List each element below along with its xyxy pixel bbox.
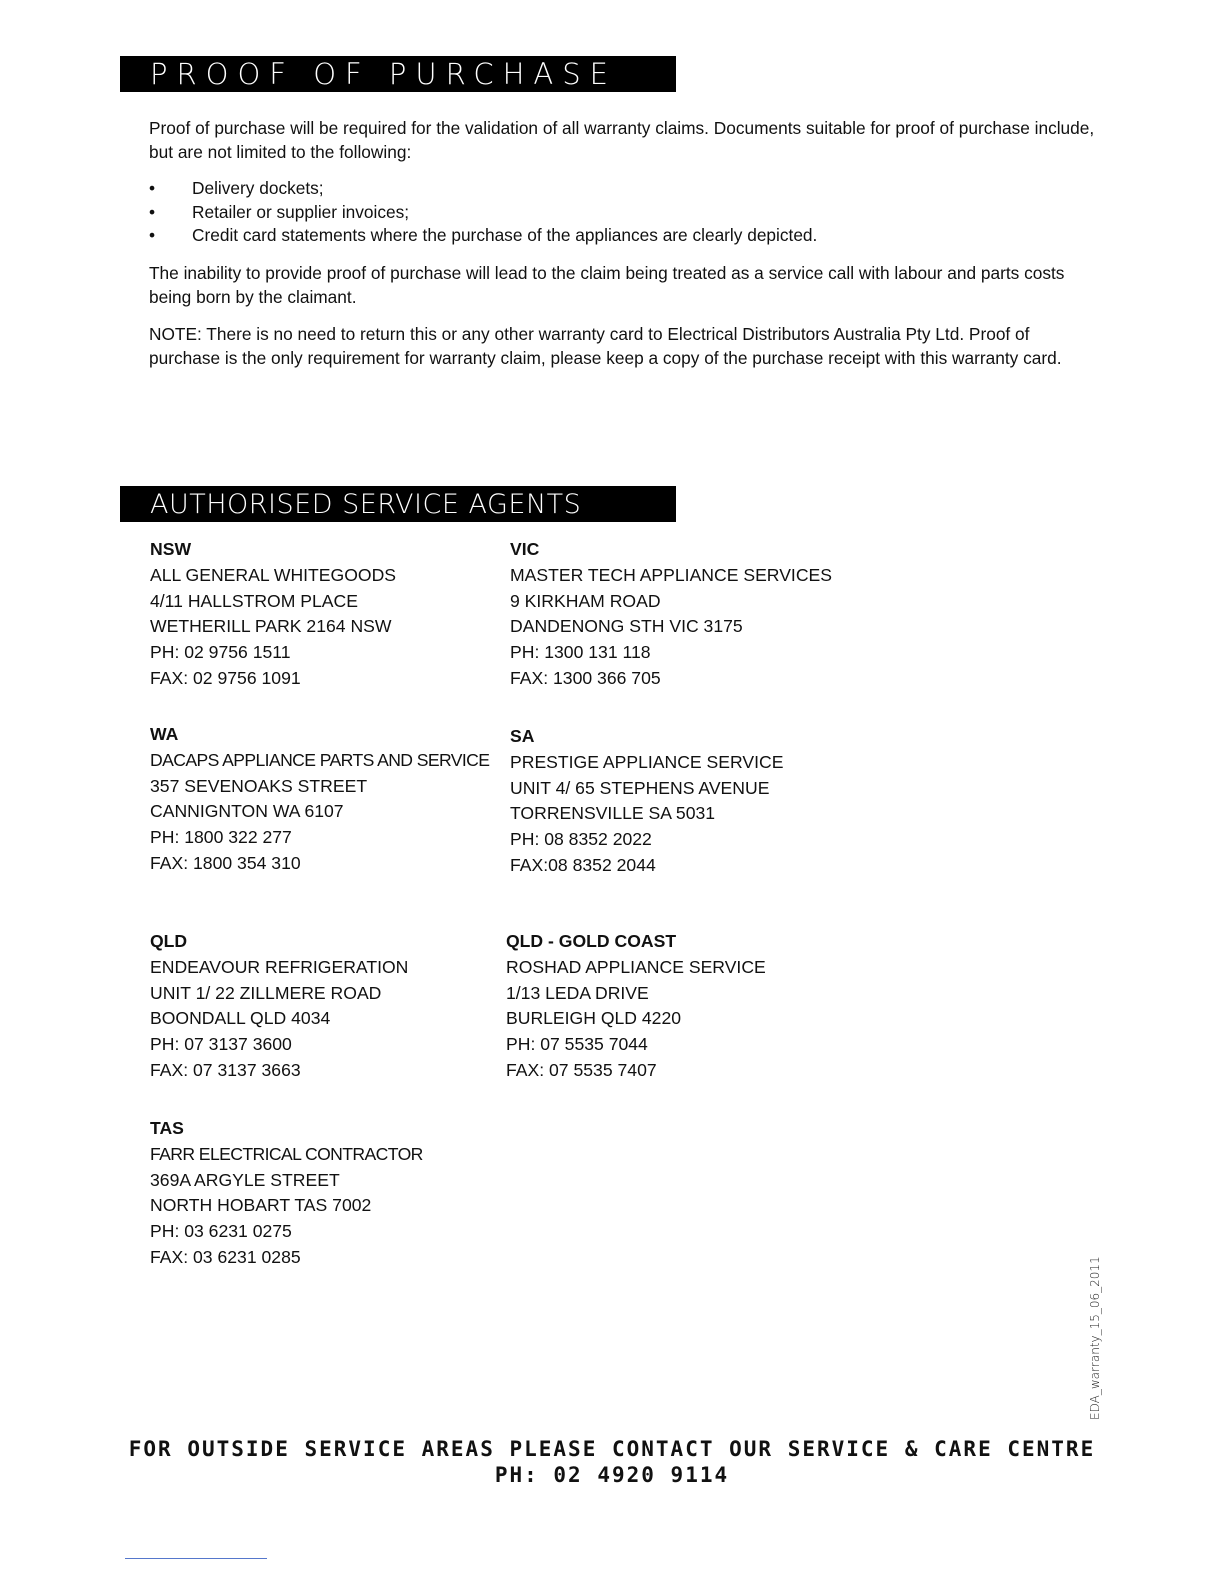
list-item (149, 201, 817, 225)
agent-fax: FAX: 02 9756 1091 (150, 667, 301, 688)
agent-vic (510, 537, 832, 692)
agent-address-line2: WETHERILL PARK 2164 NSW (150, 616, 392, 637)
agent-address-line2: DANDENONG STH VIC 3175 (510, 616, 743, 637)
agent-address-line2: BURLEIGH QLD 4220 (506, 1008, 682, 1029)
agent-state: TAS (150, 1118, 184, 1138)
agent-state: SA (510, 726, 535, 746)
agent-fax: FAX: 07 3137 3663 (150, 1059, 301, 1080)
agent-qld (150, 929, 408, 1084)
list-item (149, 177, 817, 201)
agent-tas (150, 1116, 423, 1271)
agent-fax: FAX:08 8352 2044 (510, 854, 656, 875)
agent-phone: PH: 03 6231 0275 (150, 1221, 292, 1242)
bullet-icon: • (149, 201, 156, 222)
agent-phone: PH: 1800 322 277 (150, 827, 292, 848)
agent-address-line1: 4/11 HALLSTROM PLACE (150, 590, 358, 611)
agent-state: QLD - GOLD COAST (506, 931, 677, 951)
footer-phone: PH: 02 4920 9114 (494, 1463, 730, 1487)
list-item-text: Delivery dockets; (192, 178, 324, 198)
agent-address-line1: 357 SEVENOAKS STREET (150, 775, 368, 796)
agent-nsw (150, 537, 396, 692)
agent-address-line2: NORTH HOBART TAS 7002 (150, 1195, 372, 1216)
agent-name: ALL GENERAL WHITEGOODS (150, 564, 397, 585)
agent-address-line1: 1/13 LEDA DRIVE (506, 982, 649, 1003)
divider (125, 1558, 267, 1559)
agent-address-line2: BOONDALL QLD 4034 (150, 1008, 331, 1029)
agent-name: ROSHAD APPLIANCE SERVICE (506, 956, 766, 977)
agent-fax: FAX: 1300 366 705 (510, 667, 661, 688)
agent-fax: FAX: 03 6231 0285 (150, 1246, 301, 1267)
agent-phone: PH: 08 8352 2022 (510, 829, 652, 850)
agent-state: QLD (150, 931, 188, 951)
agent-sa (510, 724, 783, 879)
agent-phone: PH: 07 5535 7044 (506, 1034, 648, 1055)
list-item-text: Retailer or supplier invoices; (192, 201, 410, 222)
agent-state: WA (150, 724, 179, 744)
list-item-text: Credit card statements where the purchase of the appliances are clearly depicted. (192, 225, 818, 245)
agent-address-line1: UNIT 1/ 22 ZILLMERE ROAD (150, 982, 382, 1003)
inability-paragraph: The inability to provide proof of purchase will lead to the claim being treated as a service call with labour and parts costs being born by the claimant. (149, 263, 1065, 307)
agent-name: ENDEAVOUR REFRIGERATION (150, 956, 409, 977)
proof-of-purchase-heading: PROOF OF PURCHASE (120, 56, 676, 92)
note-paragraph: NOTE: There is no need to return this or any other warranty card to Electrical Distributors Australia Pty Ltd. Proof of purchase is the only requirement for warranty claim, please keep a copy of the purchase receipt with this warranty card. (149, 324, 1062, 368)
agent-address-line1: UNIT 4/ 65 STEPHENS AVENUE (510, 777, 770, 798)
agent-phone: PH: 1300 131 118 (510, 642, 651, 663)
bullet-icon: • (149, 225, 156, 245)
agent-name: DACAPS APPLIANCE PARTS AND SERVICE (150, 749, 490, 770)
agent-address-line2: CANNIGNTON WA 6107 (150, 801, 344, 822)
list-item (149, 224, 817, 248)
agent-fax: FAX: 1800 354 310 (150, 852, 301, 873)
agent-phone: PH: 02 9756 1511 (150, 642, 291, 663)
proof-intro-paragraph: Proof of purchase will be required for the validation of all warranty claims. Documents suitable for proof of purchase include, but are not limited to the following: (149, 118, 1095, 162)
agent-address-line2: TORRENSVILLE SA 5031 (510, 803, 716, 824)
agent-address-line1: 369A ARGYLE STREET (150, 1169, 340, 1190)
agent-name: FARR ELECTRICAL CONTRACTOR (150, 1143, 423, 1164)
agent-fax: FAX: 07 5535 7407 (506, 1059, 657, 1080)
authorised-service-agents-heading: AUTHORISED SERVICE AGENTS (120, 486, 676, 522)
agent-state: NSW (150, 539, 192, 559)
agent-name: MASTER TECH APPLIANCE SERVICES (510, 564, 832, 585)
document-id: EDA_warranty_15_06_2011 (1088, 1256, 1102, 1420)
agent-address-line1: 9 KIRKHAM ROAD (510, 590, 661, 611)
agent-name: PRESTIGE APPLIANCE SERVICE (510, 751, 784, 772)
agent-qld-gold-coast (506, 929, 766, 1084)
footer-contact-line: FOR OUTSIDE SERVICE AREAS PLEASE CONTACT OUR SERVICE & CARE CENTRE (128, 1437, 1096, 1461)
proof-documents-list (149, 177, 817, 248)
agent-state: VIC (510, 539, 540, 559)
bullet-icon: • (149, 178, 156, 198)
agent-phone: PH: 07 3137 3600 (150, 1034, 292, 1055)
agent-wa (150, 722, 489, 877)
